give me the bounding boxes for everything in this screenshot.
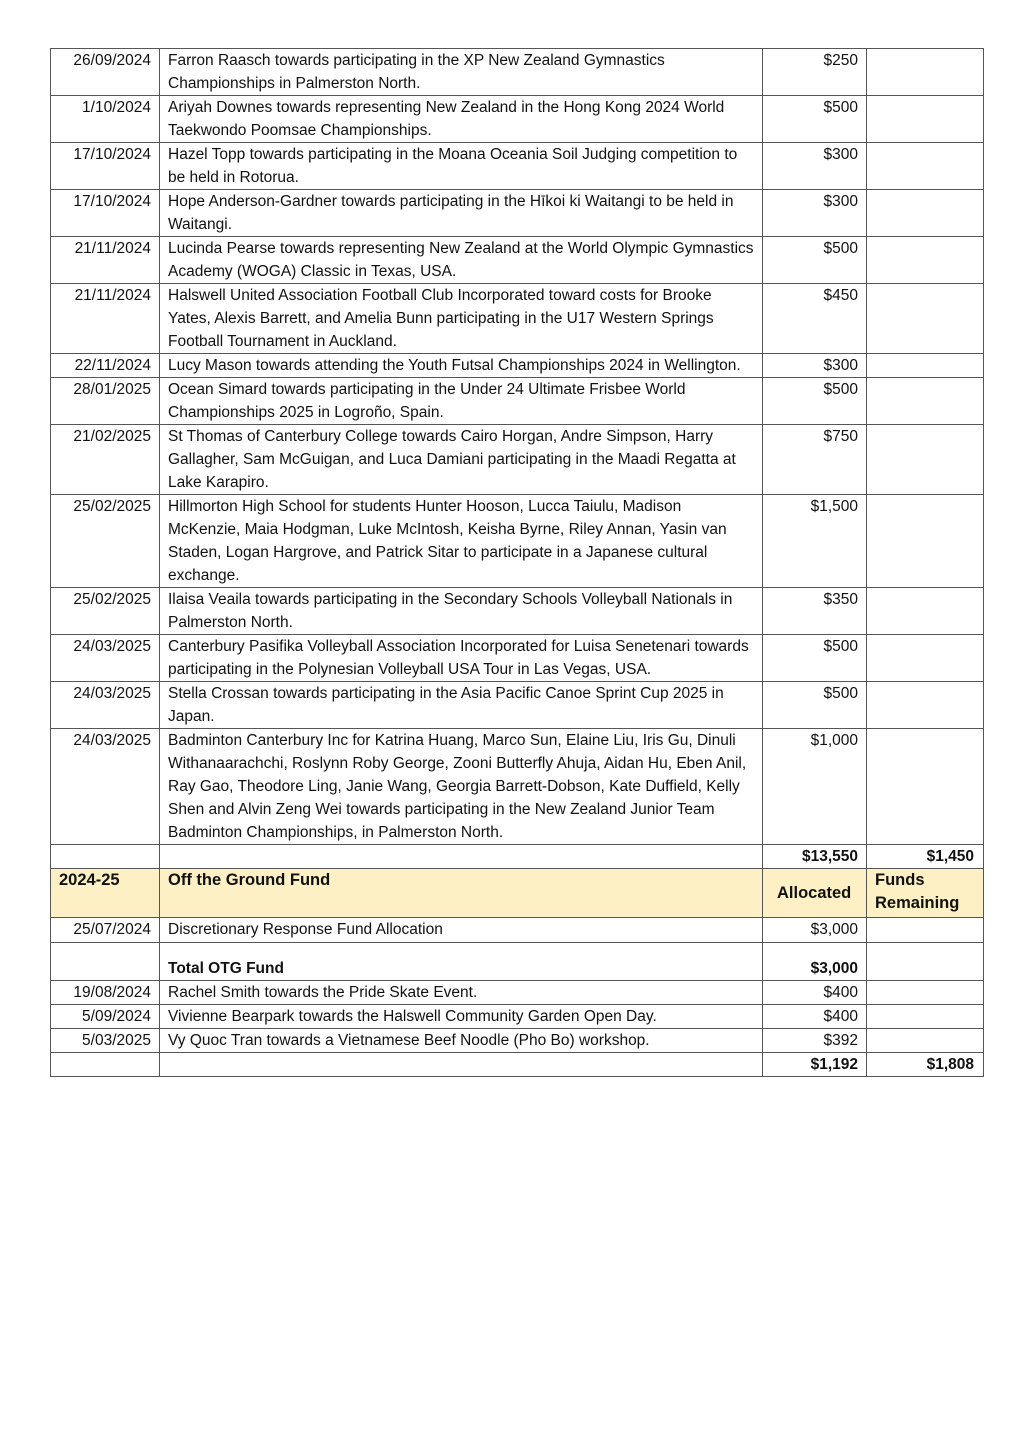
fund-total-amount: $3,000 bbox=[763, 943, 867, 981]
grant-date: 19/08/2024 bbox=[51, 981, 160, 1005]
grant-amount: $300 bbox=[763, 190, 867, 237]
table-row bbox=[51, 49, 984, 96]
grant-description: Lucy Mason towards attending the Youth Futsal Championships 2024 in Wellington. bbox=[160, 354, 763, 378]
final-total-remaining: $1,808 bbox=[867, 1053, 984, 1077]
subtotal-date-cell bbox=[51, 845, 160, 869]
grant-date: 21/11/2024 bbox=[51, 237, 160, 284]
table-row bbox=[51, 190, 984, 237]
grant-amount: $350 bbox=[763, 588, 867, 635]
grant-date: 28/01/2025 bbox=[51, 378, 160, 425]
grant-amount: $400 bbox=[763, 1005, 867, 1029]
grant-date: 22/11/2024 bbox=[51, 354, 160, 378]
grant-amount: $300 bbox=[763, 143, 867, 190]
subtotal-allocated: $13,550 bbox=[763, 845, 867, 869]
table-row bbox=[51, 237, 984, 284]
grant-remaining bbox=[867, 378, 984, 425]
grant-description: Hope Anderson-Gardner towards participating in the Hīkoi ki Waitangi to be held in Waitangi. bbox=[160, 190, 763, 237]
grant-date: 1/10/2024 bbox=[51, 96, 160, 143]
grant-amount: $500 bbox=[763, 635, 867, 682]
grant-date: 24/03/2025 bbox=[51, 729, 160, 845]
grant-remaining bbox=[867, 49, 984, 96]
grant-description: Farron Raasch towards participating in the XP New Zealand Gymnastics Championships in Palmerston North. bbox=[160, 49, 763, 96]
final-total-section bbox=[51, 1053, 984, 1077]
grant-description: Stella Crossan towards participating in the Asia Pacific Canoe Sprint Cup 2025 in Japan. bbox=[160, 682, 763, 729]
grants-part1-body bbox=[51, 49, 984, 845]
grant-date: 26/09/2024 bbox=[51, 49, 160, 96]
table-row bbox=[51, 588, 984, 635]
final-total-desc bbox=[160, 1053, 763, 1077]
grant-amount: $1,000 bbox=[763, 729, 867, 845]
grant-remaining bbox=[867, 284, 984, 354]
grant-date: 5/09/2024 bbox=[51, 1005, 160, 1029]
fund-total-remaining bbox=[867, 943, 984, 981]
grant-remaining bbox=[867, 190, 984, 237]
grant-remaining bbox=[867, 635, 984, 682]
grant-date: 25/02/2025 bbox=[51, 495, 160, 588]
table-row bbox=[51, 378, 984, 425]
fund-header-row bbox=[51, 869, 984, 918]
grant-date: 21/11/2024 bbox=[51, 284, 160, 354]
grant-remaining bbox=[867, 495, 984, 588]
grant-date: 25/02/2025 bbox=[51, 588, 160, 635]
grant-description: Hazel Topp towards participating in the Moana Oceania Soil Judging competition to be held in Rotorua. bbox=[160, 143, 763, 190]
grant-amount: $300 bbox=[763, 354, 867, 378]
grants-table bbox=[50, 48, 984, 1077]
allocation-description: Discretionary Response Fund Allocation bbox=[160, 918, 763, 943]
grant-date: 17/10/2024 bbox=[51, 190, 160, 237]
grant-amount: $450 bbox=[763, 284, 867, 354]
table-row bbox=[51, 495, 984, 588]
grants-part2-body bbox=[51, 981, 984, 1053]
grant-remaining bbox=[867, 729, 984, 845]
grant-remaining bbox=[867, 354, 984, 378]
table-row bbox=[51, 1029, 984, 1053]
table-row bbox=[51, 284, 984, 354]
grant-amount: $250 bbox=[763, 49, 867, 96]
funds-remaining-header: Funds Remaining bbox=[867, 869, 984, 918]
subtotal-remaining: $1,450 bbox=[867, 845, 984, 869]
grant-description: Ilaisa Veaila towards participating in the Secondary Schools Volleyball Nationals in Palmerston North. bbox=[160, 588, 763, 635]
table-row bbox=[51, 425, 984, 495]
grant-amount: $750 bbox=[763, 425, 867, 495]
allocation-amount: $3,000 bbox=[763, 918, 867, 943]
table-row bbox=[51, 143, 984, 190]
table-row bbox=[51, 635, 984, 682]
grant-amount: $500 bbox=[763, 96, 867, 143]
grant-amount: $392 bbox=[763, 1029, 867, 1053]
grant-amount: $400 bbox=[763, 981, 867, 1005]
grant-remaining bbox=[867, 682, 984, 729]
subtotal-section bbox=[51, 845, 984, 981]
grant-date: 24/03/2025 bbox=[51, 682, 160, 729]
fund-total-label: Total OTG Fund bbox=[160, 943, 763, 981]
grant-description: St Thomas of Canterbury College towards Cairo Horgan, Andre Simpson, Harry Gallagher, Sam McGuigan, and Luca Damiani participating in the Maadi Regatta at Lake Karapiro. bbox=[160, 425, 763, 495]
grant-remaining bbox=[867, 237, 984, 284]
allocation-date: 25/07/2024 bbox=[51, 918, 160, 943]
grant-remaining bbox=[867, 425, 984, 495]
table-row bbox=[51, 729, 984, 845]
fund-allocation-row bbox=[51, 918, 984, 943]
fund-total-row bbox=[51, 943, 984, 981]
allocation-remaining bbox=[867, 918, 984, 943]
grant-remaining bbox=[867, 1005, 984, 1029]
fund-total-date bbox=[51, 943, 160, 981]
table-row bbox=[51, 682, 984, 729]
grant-remaining bbox=[867, 143, 984, 190]
grant-amount: $500 bbox=[763, 682, 867, 729]
grant-remaining bbox=[867, 1029, 984, 1053]
grant-remaining bbox=[867, 96, 984, 143]
fund-year: 2024-25 bbox=[51, 869, 160, 918]
grant-date: 5/03/2025 bbox=[51, 1029, 160, 1053]
grant-description: Halswell United Association Football Club Incorporated toward costs for Brooke Yates, Alexis Barrett, and Amelia Bunn participating in the U17 Western Springs Football Tournament in Auckland. bbox=[160, 284, 763, 354]
table-row bbox=[51, 981, 984, 1005]
grant-description: Vy Quoc Tran towards a Vietnamese Beef Noodle (Pho Bo) workshop. bbox=[160, 1029, 763, 1053]
grant-description: Ariyah Downes towards representing New Zealand in the Hong Kong 2024 World Taekwondo Poomsae Championships. bbox=[160, 96, 763, 143]
grant-description: Ocean Simard towards participating in the Under 24 Ultimate Frisbee World Championships 2025 in Logroño, Spain. bbox=[160, 378, 763, 425]
subtotal-desc-cell bbox=[160, 845, 763, 869]
grant-amount: $1,500 bbox=[763, 495, 867, 588]
grant-date: 21/02/2025 bbox=[51, 425, 160, 495]
grant-date: 17/10/2024 bbox=[51, 143, 160, 190]
grant-amount: $500 bbox=[763, 237, 867, 284]
grant-description: Rachel Smith towards the Pride Skate Event. bbox=[160, 981, 763, 1005]
grant-description: Vivienne Bearpark towards the Halswell Community Garden Open Day. bbox=[160, 1005, 763, 1029]
grant-description: Canterbury Pasifika Volleyball Association Incorporated for Luisa Senetenari towards participating in the Polynesian Volleyball USA Tour in Las Vegas, USA. bbox=[160, 635, 763, 682]
table-row bbox=[51, 96, 984, 143]
fund-name: Off the Ground Fund bbox=[160, 869, 763, 918]
grant-remaining bbox=[867, 981, 984, 1005]
grant-description: Badminton Canterbury Inc for Katrina Huang, Marco Sun, Elaine Liu, Iris Gu, Dinuli Withanaarachchi, Roslynn Roby George, Zooni Butterfly Ahuja, Aidan Hu, Eben Anil, Ray Gao, Theodore Ling, Janie Wang, Georgia Barrett-Dobson, Kate Duffield, Kelly Shen and Alvin Zeng Wei towards participating in the New Zealand Junior Team Badminton Championships, in Palmerston North. bbox=[160, 729, 763, 845]
grant-description: Hillmorton High School for students Hunter Hooson, Lucca Taiulu, Madison McKenzie, Maia Hodgman, Luke McIntosh, Keisha Byrne, Riley Annan, Yasin van Staden, Logan Hargrove, and Patrick Sitar to participate in a Japanese cultural exchange. bbox=[160, 495, 763, 588]
grant-date: 24/03/2025 bbox=[51, 635, 160, 682]
final-total-allocated: $1,192 bbox=[763, 1053, 867, 1077]
grant-remaining bbox=[867, 588, 984, 635]
table-row bbox=[51, 354, 984, 378]
allocated-header: Allocated bbox=[763, 869, 867, 918]
subtotal-row bbox=[51, 845, 984, 869]
final-total-date bbox=[51, 1053, 160, 1077]
grant-amount: $500 bbox=[763, 378, 867, 425]
table-row bbox=[51, 1005, 984, 1029]
grant-description: Lucinda Pearse towards representing New Zealand at the World Olympic Gymnastics Academy (WOGA) Classic in Texas, USA. bbox=[160, 237, 763, 284]
final-total-row bbox=[51, 1053, 984, 1077]
